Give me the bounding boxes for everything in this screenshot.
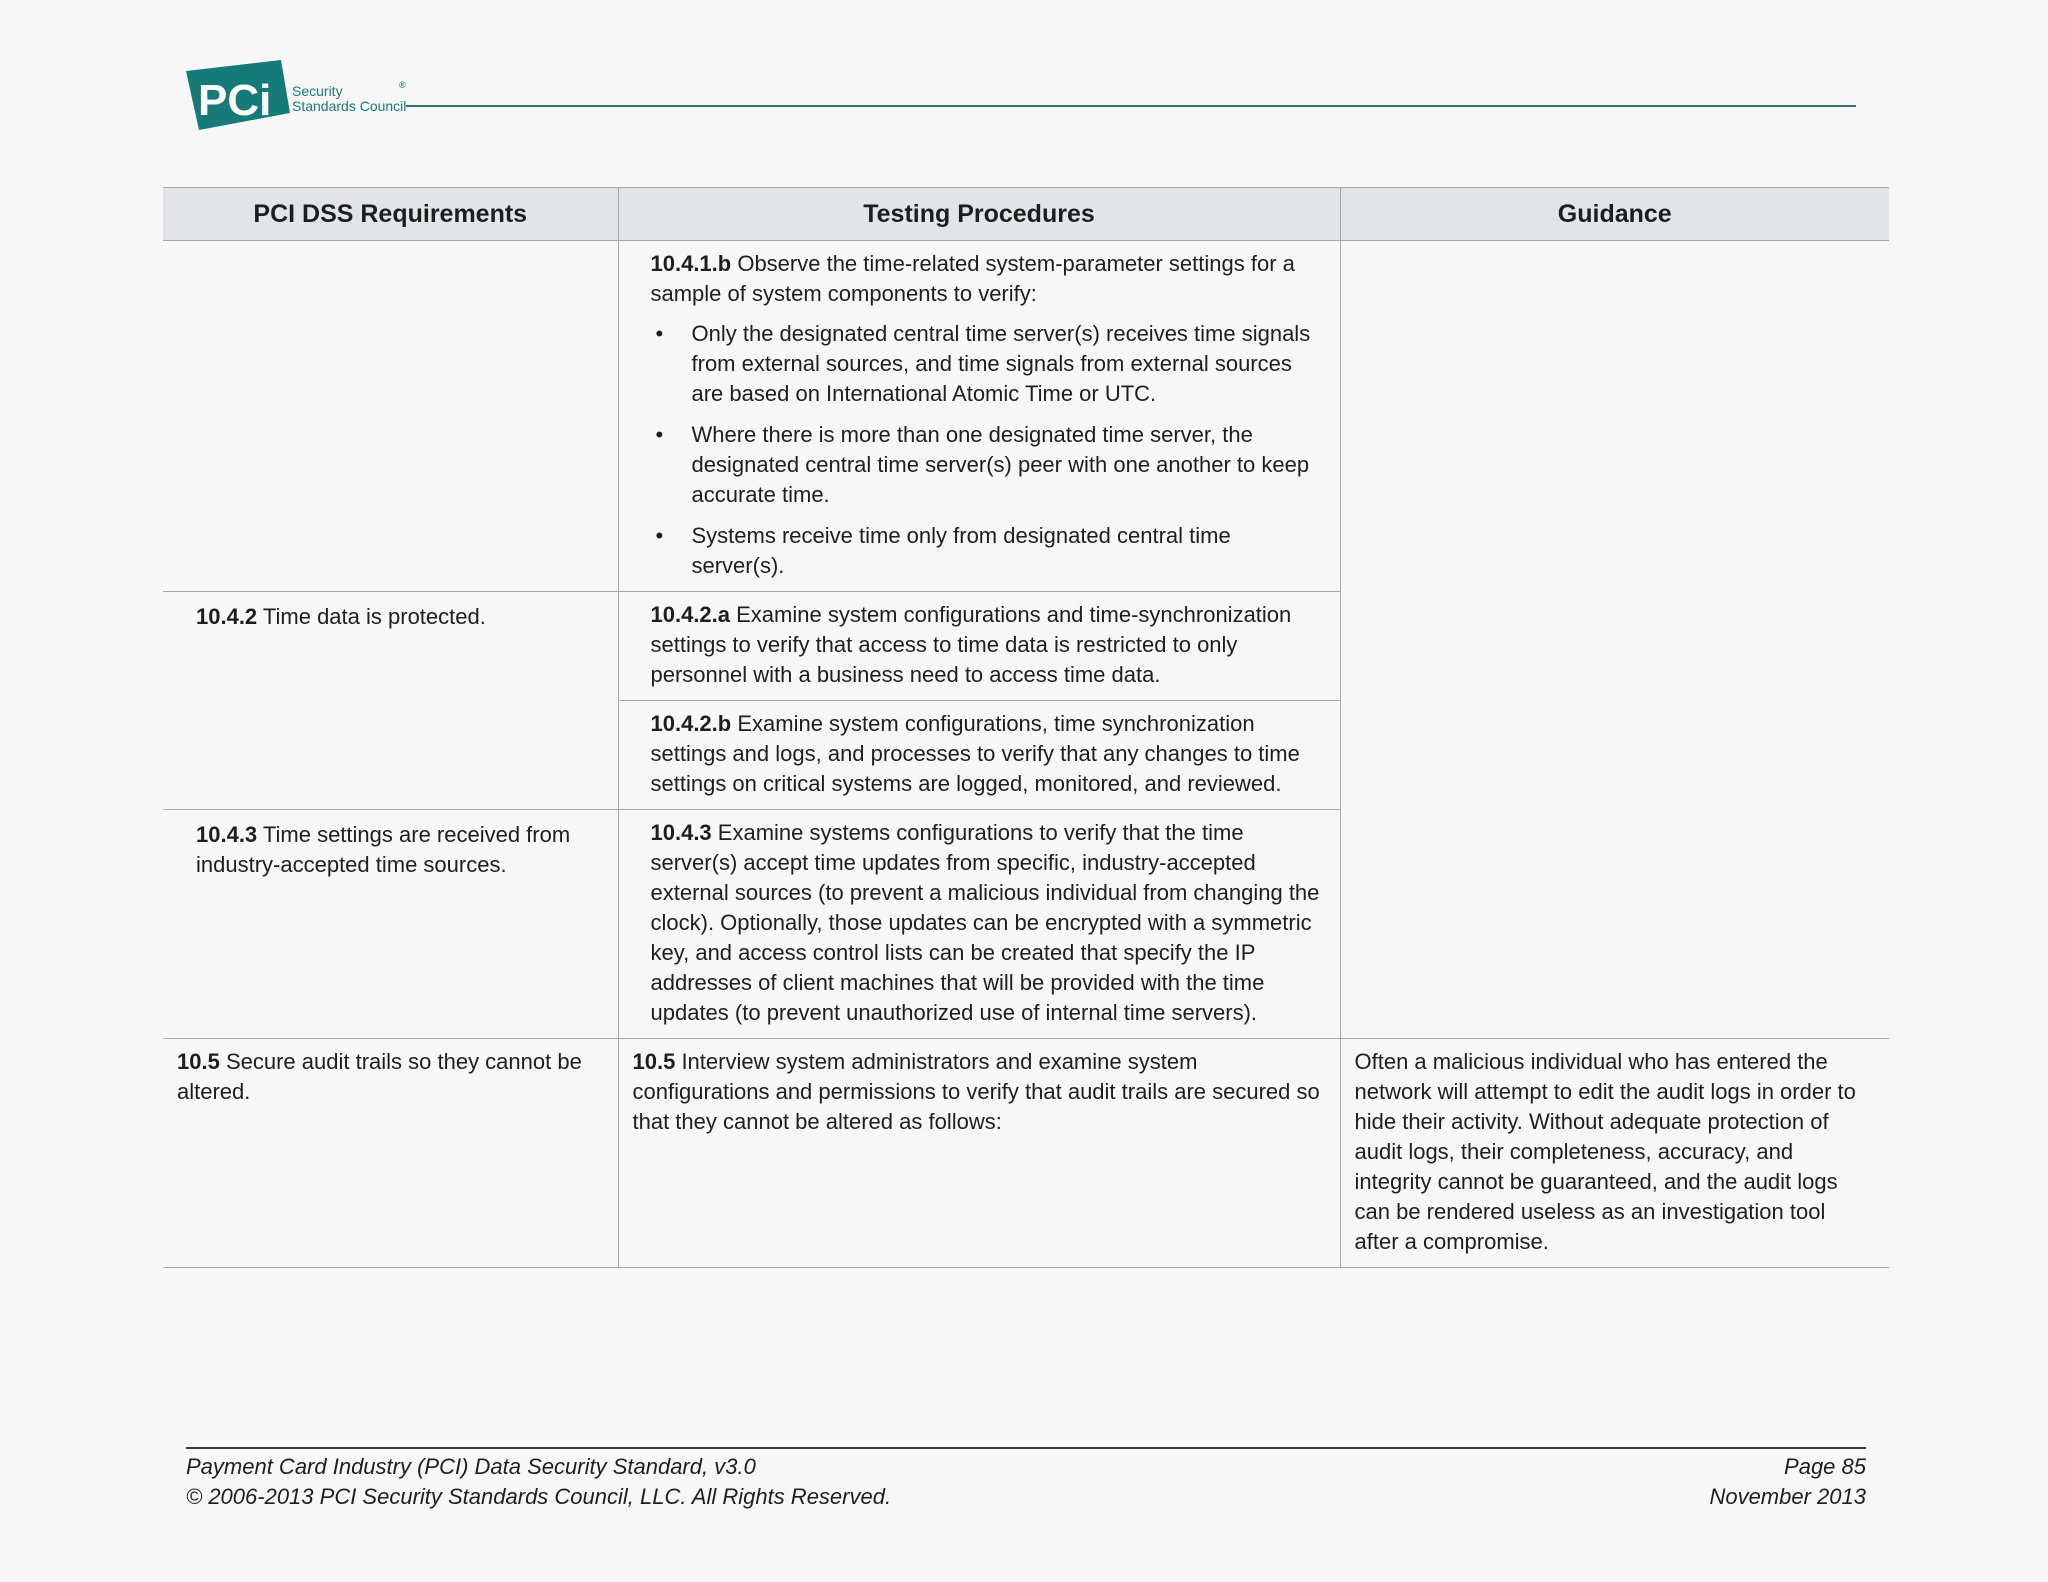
- footer-rule: [186, 1447, 1866, 1449]
- testing-cell-10-5: [618, 1039, 1340, 1268]
- header-requirements: PCI DSS Requirements: [163, 188, 618, 241]
- testing-text: 10.5 Interview system administrators and examine system configurations and permissions to verify that audit trails are secured so that they cannot be altered as follows:: [632, 1049, 1320, 1134]
- testing-text: 10.4.2.b Examine system configurations, time synchronization settings and logs, and processes to verify that any changes to time settings on critical systems are logged, monitored, and reviewed.: [650, 711, 1300, 796]
- logo-mark: PCi: [198, 76, 272, 125]
- page-header: [186, 58, 1876, 138]
- testing-text: 10.4.3 Examine systems configurations to verify that the time server(s) accept time updates from specific, industry-accepted external sources (to prevent a malicious individual from changing the clock). Optionally, those updates can be encrypted with a symmetric key, and access control lists can be created that specify the IP addresses of client machines that will be provided with the time updates (to prevent unauthorized use of internal time servers).: [650, 820, 1320, 1025]
- requirement-text: 10.4.3 Time settings are received from industry-accepted time sources.: [196, 822, 571, 877]
- footer-page-number: Page 85: [1784, 1454, 1866, 1479]
- logo-line2: Standards Council: [292, 98, 407, 114]
- testing-cell-10-4-2-a: [618, 592, 1340, 701]
- guidance-text: Often a malicious individual who has entered the network will attempt to edit the audit logs in order to hide their activity. Without adequate protection of audit logs, their completeness, accuracy, and integrity cannot be guaranteed, and the audit logs can be rendered useless as an investigation tool after a compromise.: [1354, 1049, 1856, 1254]
- requirements-table: [163, 187, 1889, 1268]
- header-guidance: Guidance: [1340, 188, 1889, 241]
- page-footer: [186, 1447, 1866, 1512]
- table-row: [163, 241, 1889, 592]
- footer-document-title: Payment Card Industry (PCI) Data Security Standard, v3.0: [186, 1454, 756, 1479]
- registered-mark: ®: [399, 80, 406, 90]
- requirement-cell-10-4-3: [163, 810, 618, 1039]
- testing-text: 10.4.2.a Examine system configurations and time-synchronization settings to verify that access to time data is restricted to only personnel with a business need to access time data.: [650, 602, 1292, 687]
- footer-copyright: © 2006-2013 PCI Security Standards Council, LLC. All Rights Reserved.: [186, 1484, 892, 1509]
- bullet-list: [651, 319, 1328, 581]
- logo-line1: Security: [292, 83, 343, 99]
- testing-cell-10-4-1-b: [618, 241, 1340, 592]
- list-item: • Where there is more than one designated time server, the designated central time server(s) peer with one another to keep accurate time.: [655, 422, 1310, 507]
- list-item: • Systems receive time only from designated central time server(s).: [655, 523, 1231, 578]
- requirement-cell-10-5: [163, 1039, 618, 1268]
- guidance-cell-10-5: [1340, 1039, 1889, 1268]
- testing-text: 10.4.1.b Observe the time-related system-parameter settings for a sample of system components to verify:: [650, 251, 1295, 306]
- testing-cell-10-4-2-b: [618, 701, 1340, 810]
- header-testing-procedures: Testing Procedures: [618, 188, 1340, 241]
- testing-cell-10-4-3: [618, 810, 1340, 1039]
- guidance-cell-empty: [1340, 241, 1889, 1039]
- pci-logo: [186, 60, 411, 136]
- list-item: • Only the designated central time server(s) receives time signals from external sources, and time signals from external sources are based on International Atomic Time or UTC.: [655, 321, 1311, 406]
- footer-date: November 2013: [1709, 1484, 1866, 1509]
- table-row: [163, 1039, 1889, 1268]
- header-rule: [406, 105, 1856, 107]
- requirement-cell-10-4-2: [163, 592, 618, 810]
- table-header-row: [163, 188, 1889, 241]
- requirement-text: 10.5 Secure audit trails so they cannot be altered.: [177, 1049, 582, 1104]
- requirement-cell-empty: [163, 241, 618, 592]
- requirement-text: 10.4.2 Time data is protected.: [196, 604, 486, 629]
